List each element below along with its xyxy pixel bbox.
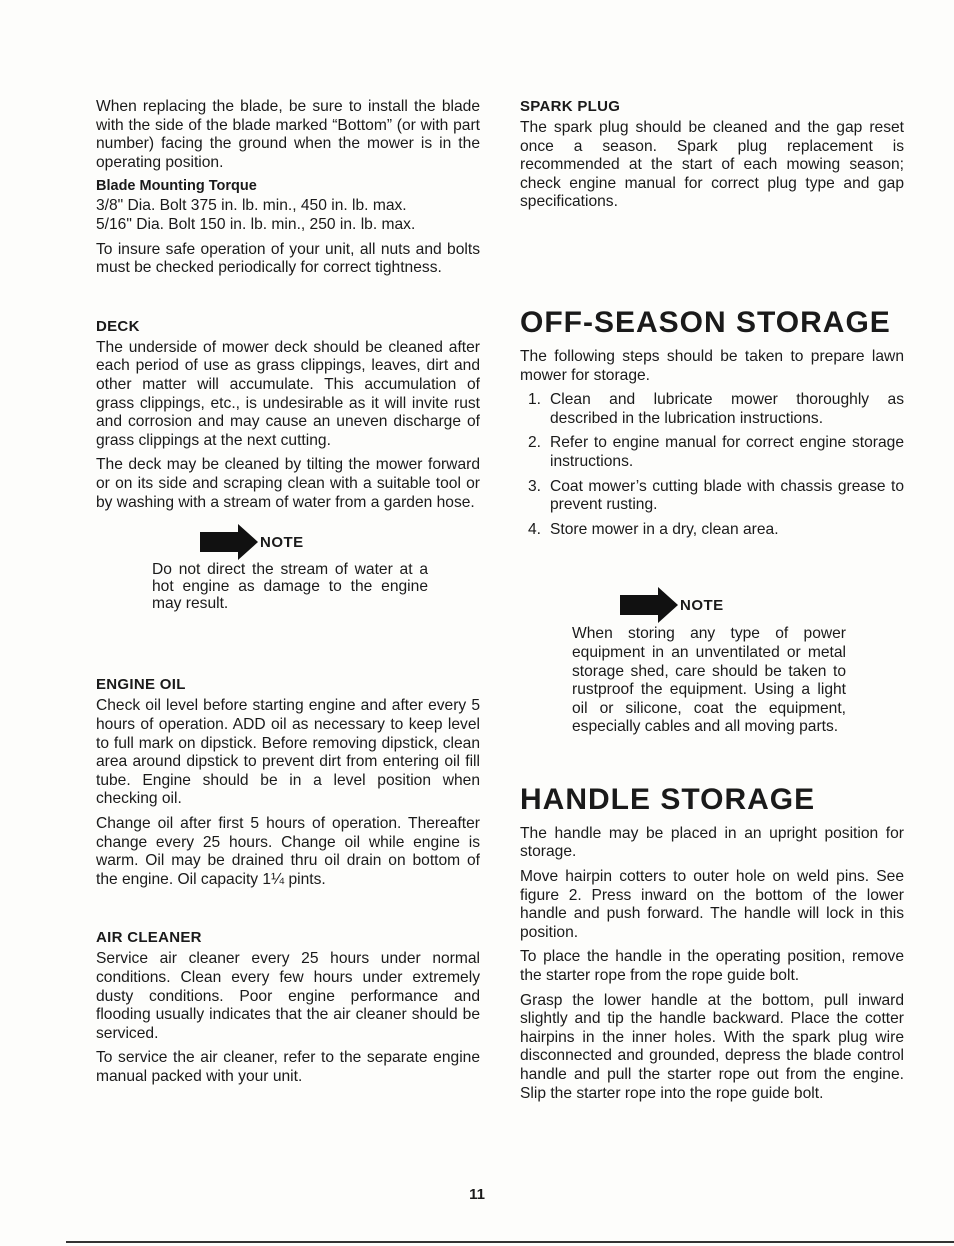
torque-spec-1: 3/8" Dia. Bolt 375 in. lb. min., 450 in. lb. max. [96,197,407,215]
safety-text: To insure safe operation of your unit, all nuts and bolts must be checked periodically for correct tightness. [96,240,480,277]
note-text: Do not direct the stream of water at a hot engine as damage to the engine may result. [152,561,428,612]
torque-heading: Blade Mounting Torque [96,178,257,195]
air-cleaner-paragraph-1: Service air cleaner every 25 hours under normal conditions. Clean every few hours under extremely dusty conditions. Poor engine performance and flooding usually indicates that the air cleaner should be serviced. [96,950,480,1042]
storage-steps-list [520,391,904,539]
deck-paragraph-2: The deck may be cleaned by tilting the mower forward or on its side and scraping clean with a suitable tool or by washing with a stream of water from a garden hose. [96,456,480,511]
list-item: 4. Store mower in a dry, clean area. [528,520,779,538]
list-item: 3. Coat mower’s cutting blade with chassis grease to prevent rusting. [528,477,904,514]
note-label: NOTE [260,533,304,551]
deck-heading: DECK [96,317,140,335]
torque-spec-2: 5/16" Dia. Bolt 150 in. lb. min., 250 in. lb. max. [96,215,416,233]
air-cleaner-heading: AIR CLEANER [96,929,202,947]
list-item: 1. Clean and lubricate mower thoroughly as described in the lubrication instructions. [528,391,904,427]
handle-paragraph-3: To place the handle in the operating position, remove the starter rope from the rope guide bolt. [520,948,904,985]
engine-oil-paragraph-1: Check oil level before starting engine and after every 5 hours of operation. ADD oil as necessary to keep level to full mark on dipstick. Before removing dipstick, clean area around dipstick to prevent dirt from entering oil fill tube. Engine should be in a level position when checking oil. [96,697,480,808]
engine-oil-heading: ENGINE OIL [96,676,186,694]
air-cleaner-paragraph-2: To service the air cleaner, refer to the separate engine manual packed with your unit. [96,1049,480,1085]
note-header [620,587,846,623]
note-label: NOTE [680,596,724,614]
arrow-icon [200,524,258,560]
handle-paragraph-2: Move hairpin cotters to outer hole on weld pins. See figure 2. Press inward on the bottom of the lower handle and push forward. The handle will lock in this position. [520,868,904,941]
right-column [520,98,904,1109]
handle-paragraph-1: The handle may be placed in an upright position for storage. [520,824,904,861]
storage-intro: The following steps should be taken to prepare lawn mower for storage. [520,347,904,384]
off-season-storage-heading: OFF-SEASON STORAGE [520,305,891,339]
spark-plug-heading: SPARK PLUG [520,98,621,115]
deck-note [152,524,428,612]
blade-install-text: When replacing the blade, be sure to install the blade with the side of the blade marked “Bottom” (or with part number) facing the ground when the mower is in the operating position. [96,98,480,171]
handle-storage-heading: HANDLE STORAGE [520,782,816,816]
deck-paragraph-1: The underside of mower deck should be cleaned after each period of use as grass clippings, leaves, dirt and other matter will accumulate. This accumulation of grass clippings, etc., is undesirable as it will invite rust and corrosion and may cause an uneven discharge of grass clippings at the next cutting. [96,338,480,449]
left-column [96,98,480,1093]
arrow-icon [620,587,678,623]
list-item: 2. Refer to engine manual for correct engine storage instructions. [528,434,904,470]
page-number: 11 [469,1186,485,1203]
engine-oil-paragraph-2: Change oil after first 5 hours of operation. Thereafter change every 25 hours. Change oil while engine is warm. Oil may be drained thru oil drain on bottom of the engine. Oil capacity 1¼ pints. [96,815,480,888]
handle-paragraph-4: Grasp the lower handle at the bottom, pull inward slightly and tip the handle backward. Place the cotter hairpins in the inner holes. With the spark plug wire disconnected and grounded, depress the blade control handle and pull the starter rope out from the engine. Slip the starter rope into the rope guide bolt. [520,991,904,1102]
note-header [200,524,428,560]
footer-rule [66,1241,954,1243]
note-text: When storing any type of power equipment in an unventilated or metal storage shed, care should be taken to rustproof the equipment. Using a light oil or silicone, coat the equipment, especially cables and all moving parts. [572,625,846,736]
spark-plug-paragraph: The spark plug should be cleaned and the gap reset once a season. Spark plug replacement is recommended at the start of each mowing season; check engine manual for correct plug type and gap specifications. [520,119,904,211]
storage-note [572,587,846,737]
